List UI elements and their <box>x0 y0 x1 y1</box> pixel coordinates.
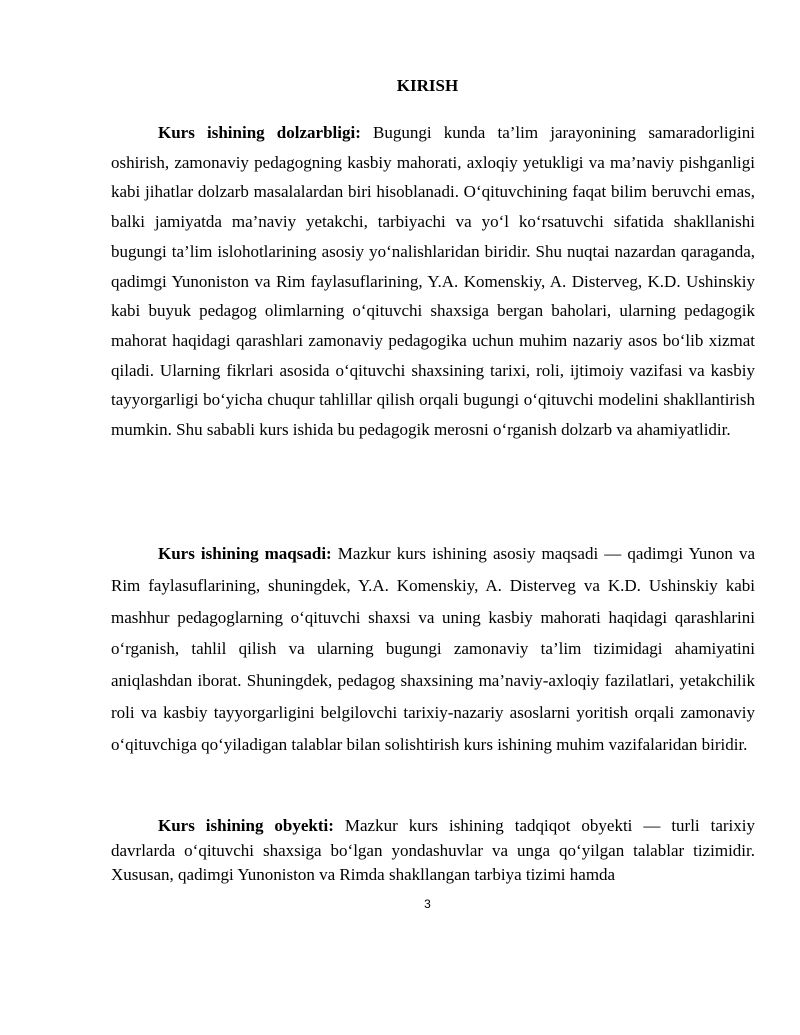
paragraph-lead-object: Kurs ishining obyekti: <box>158 816 334 835</box>
paragraph-lead-relevance: Kurs ishining dolzarbligi: <box>158 123 361 142</box>
page-title: KIRISH <box>396 76 459 95</box>
paragraph-relevance <box>111 118 755 445</box>
paragraph-object <box>111 814 755 888</box>
paragraph-text-relevance: Bugungi kunda ta’lim jarayonining samaradorligini oshirish, zamonaviy pedagogning kasbiy mahorati, axloqiy yetukligi va ma’naviy pishganligi kabi jihatlar dolzarb masalalardan biri hisoblanadi. O‘qituvchining faqat bilim beruvchi emas, balki jamiyatda ma’naviy yetakchi, tarbiyachi va yo‘l ko‘rsatuvchi sifatida shakllanishi bugungi ta’lim islohotlarining asosiy yo‘nalishlaridan biridir. Shu nuqtai nazardan qaraganda, qadimgi Yunoniston va Rim faylasuflarining, Y.A. Komenskiy, A. Disterveg, K.D. Ushinskiy kabi buyuk pedagog olimlarning o‘qituvchi shaxsiga bergan baholari, ularning pedagogik mahorat haqidagi qarashlari zamonaviy pedagogika uchun muhim nazariy asos bo‘lib xizmat qiladi. Ularning fikrlari asosida o‘qituvchi shaxsining tarixi, roli, ijtimoiy vazifasi va kasbiy tayyorgarligi bo‘yicha chuqur tahlillar qilish orqali bugungi o‘qituvchi modelini shakllantirish mumkin. Shu sababli kurs ishida bu pedagogik merosni o‘rganish dolzarb va ahamiyatlidir. <box>111 123 756 440</box>
paragraph-goal <box>111 538 755 761</box>
page-number: 3 <box>424 897 431 911</box>
paragraph-text-goal: Mazkur kurs ishining asosiy maqsadi — qadimgi Yunon va Rim faylasuflarining, shuningdek, Y.A. Komenskiy, A. Disterveg va K.D. Ushinskiy kabi mashhur pedagoglarning o‘qituvchi shaxsi va uning kasbiy mahorati haqidagi qarashlarini o‘rganish, tahlil qilish va ularning bugungi zamonaviy ta’lim tizimidagi ahamiyatini aniqlashdan iborat. Shuningdek, pedagog shaxsining ma’naviy-axloqiy fazilatlari, yetakchilik roli va kasbiy tayyorgarligini belgilovchi tarixiy-nazariy asoslarni yoritish orqali zamonaviy o‘qituvchiga qo‘yiladigan talablar bilan solishtirish kurs ishining muhim vazifalaridan biridir. <box>111 544 756 754</box>
paragraph-text-object: Mazkur kurs ishining tadqiqot obyekti — turli tarixiy davrlarda o‘qituvchi shaxsiga bo‘lgan yondashuvlar va unga qo‘yilgan talablar tizimidir. Xususan, qadimgi Yunoniston va Rimda shakllangan tarbiya tizimi hamda <box>111 816 755 884</box>
paragraph-lead-goal: Kurs ishining maqsadi: <box>158 544 332 563</box>
